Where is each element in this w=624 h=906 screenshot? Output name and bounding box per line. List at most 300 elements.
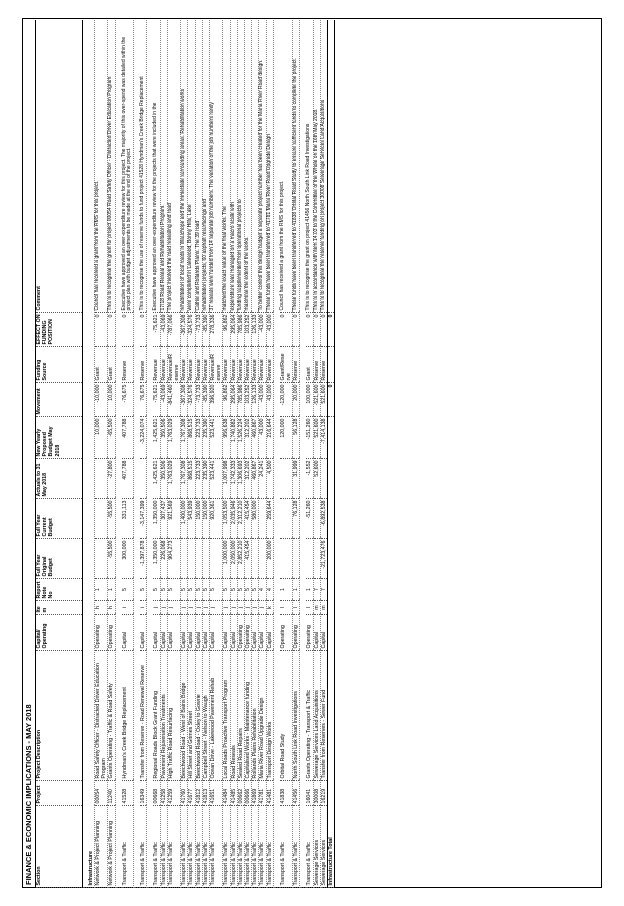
cell-section: Transport & Traffic (195, 806, 202, 888)
cell-funding: Revenue (202, 347, 209, 383)
cell-fy-current: 2,035,946 (230, 499, 237, 539)
cell-comment: funding supplemented from operational projects to (237, 20, 244, 313)
cell-fy-original (195, 539, 202, 579)
cell-project: 41456 (293, 781, 300, 806)
cell-movement: 10,000 (108, 383, 115, 417)
cell-funding: Revenue (237, 347, 244, 383)
cell-fy-current: 920,361 (210, 499, 223, 539)
cell-item: j (181, 601, 188, 615)
cell-effect: 96,862 (223, 313, 230, 347)
cell-comment: This is to recognise the reserve funding on project 30008 Sewerage Services Land Acquisitions (320, 20, 327, 313)
cell-cap-op: Capital (230, 615, 237, 651)
cell-item: h (95, 601, 108, 615)
cell-note: 5 (181, 579, 188, 601)
table-row (122, 20, 134, 888)
cell-comment: This is in accordance with item 14.03 to the Committee of the Whole on the 16th May 2018. (313, 20, 320, 313)
cell-project: 41528 (122, 781, 134, 806)
cell-section: Transport & Traffic (140, 806, 147, 888)
cell-item: m (313, 601, 320, 615)
cell-description: Local Roads Proactive Transport Program (223, 651, 230, 781)
header-fy-original: Full Year Original Budget (36, 539, 83, 579)
cell-fy-current: 580,000 (252, 499, 259, 539)
cell-note: 5 (223, 579, 230, 601)
cell-description: Hyndman's Creek Bridge Replacement (122, 651, 134, 781)
table-row (153, 20, 160, 888)
cell-funding: Revenue (188, 347, 195, 383)
cell-description: Orbital Road Study (280, 651, 293, 781)
header-movement: Movement (36, 383, 83, 417)
cell-cap-op: Operating (95, 615, 108, 651)
cell-funding: Reserve (320, 347, 327, 383)
cell-movement: 20,000 (293, 383, 300, 417)
header-funding-source: Funding Source (36, 347, 83, 383)
cell-project: 00666 (245, 781, 252, 806)
cell-funding: Revenue (181, 347, 188, 383)
table-row (293, 20, 300, 888)
cell-comment: These funds have been transferred to 41838 Orbital Road Study to ensure sufficient funds to complete the project. (293, 20, 300, 313)
cell-note: 7 (320, 579, 327, 601)
cell-actuals: 1,767,308 (181, 459, 188, 499)
cell-note: 4 (266, 579, 273, 601)
cell-description: Road Reseals (230, 651, 237, 781)
cell-funding: Reserve (140, 347, 147, 383)
cell-effect: 0 (140, 313, 147, 347)
cell-item: j (202, 601, 209, 615)
cell-funding: Revenue (252, 347, 259, 383)
cell-comment: To better control this design budget a separate project number has been created for the Maria River Road design. (259, 20, 266, 313)
cell-description: Beechwood Road - West of Bains Bridge (181, 651, 188, 781)
cell-fy-original: 200,000 (266, 539, 273, 579)
cell-movement: 126,133 (252, 383, 259, 417)
cell-description: Transfer from Reserve - Road Renewal Reserve (140, 651, 147, 781)
cell-description: Pavement Rejuvenation Treatments (160, 651, 167, 781)
cell-effect: -43,069 (160, 313, 167, 347)
table-row (195, 20, 202, 888)
cell-movement: 43,000 (266, 383, 273, 417)
cell-movement: -73,733 (195, 383, 202, 417)
cell-cap-op: Capital (167, 615, 180, 651)
cell-note: 5 (195, 579, 202, 601)
cell-effect: 0 (108, 313, 115, 347)
cell-fy-current (95, 499, 108, 539)
cell-section: Transport & Traffic (160, 806, 167, 888)
header-description: Project Description (36, 651, 83, 781)
cell-item: k (266, 601, 273, 615)
cell-description: Rollands Plains Rehabilitation (252, 651, 259, 781)
table-row (160, 20, 167, 888)
cell-fy-current: 76,128 (293, 499, 300, 539)
cell-cap-op: Capital (259, 615, 266, 651)
cell-new-yearly: 460,867 (252, 417, 259, 459)
cell-cap-op: Capital (313, 615, 320, 651)
cell-note: 5 (210, 579, 223, 601)
cell-new-yearly: 1,526,224 (237, 417, 244, 459)
cell-actuals: 312,202 (245, 459, 252, 499)
cell-note: 7 (313, 579, 320, 601)
header-comment: Comment (36, 20, 83, 313)
header-capital-operating: Capital/ Operating (36, 615, 83, 651)
cell-fy-original (293, 539, 300, 579)
cell-project: 00668 (153, 781, 160, 806)
cell-description: Sealed Road Repairs (237, 651, 244, 781)
table-row (320, 20, 327, 888)
cell-funding: Grant (95, 347, 108, 383)
cell-section: Transport & Traffic (167, 806, 180, 888)
cell-comment: These funds have been transferred to 41781 Maria River Road Upgrade Design (266, 20, 273, 313)
cell-actuals: 460,867 (252, 459, 259, 499)
cell-project: 41651 (210, 781, 223, 806)
header-fy-current: Full Year Current Budget (36, 499, 83, 539)
cell-fy-current: 307,437 (160, 499, 167, 539)
cell-project: 41481 (266, 781, 273, 806)
cell-note: 5 (230, 579, 237, 601)
cell-cap-op: Operating (108, 615, 115, 651)
document-title: FINANCE & ECONOMIC IMPLICATIONS - MAY 2018 (24, 704, 33, 885)
cell-note: 5 (122, 579, 134, 601)
cell-project: 41781 (259, 781, 266, 806)
cell-effect: 0 (320, 313, 327, 347)
cell-movement: 295,064 (230, 383, 237, 417)
cell-movement: -85,390 (202, 383, 209, 417)
cell-fy-original: 226,068 (160, 539, 167, 579)
cell-note: 5 (237, 579, 244, 601)
cell-section: Transport & Traffic (202, 806, 209, 888)
cell-section: Transport & Traffic (210, 806, 223, 888)
cell-fy-original: 415,454 (245, 539, 252, 579)
cell-actuals: 31,999 (293, 459, 300, 499)
cell-comment: Executive have approved an over-expenditure review for this project. The majority of this over-spend was detailed within the project plan with budget adjustments to be made at the end of the project. (122, 20, 134, 313)
cell-movement: 96,862 (223, 383, 230, 417)
cell-note: 5 (153, 579, 160, 601)
cell-comment: 17/18 Road Reseal and Rehabilitation Program. (160, 20, 167, 313)
cell-comment: This is to recognise the use of reserve funds to fund project 41528 Hyndman's Creek Bridge Replacement (140, 20, 147, 313)
cell-fy-original: -55,500 (108, 539, 115, 579)
cell-project: 41259 (167, 781, 180, 806)
cell-description: Capitalised Works - Maintenance funding (245, 651, 252, 781)
cell-fy-current: 415,454 (245, 499, 252, 539)
cell-effect: 0 (280, 313, 293, 347)
cell-section: Transport & Traffic (280, 806, 293, 888)
cell-effect: 278,336 (210, 313, 223, 347)
cell-movement: 76,675 (140, 383, 147, 417)
cell-cap-op: Operating (293, 615, 300, 651)
cell-funding: Revenue (266, 347, 273, 383)
total-movement: 0 (328, 383, 335, 417)
cell-effect: -75,621 (153, 313, 160, 347)
cell-comment: 37 reseals were funded from 14 separate job numbers. The variation of the job numbers rarely (210, 20, 223, 313)
cell-cap-op: Capital (223, 615, 230, 651)
cell-comment: Cathie and Rollands Plains. The 39 road (195, 20, 202, 313)
table-row (188, 20, 195, 888)
cell-fy-original (202, 539, 209, 579)
cell-description: Grants Operating - Traffic & Road Safety (108, 651, 115, 781)
cell-project: 41760 (181, 781, 188, 806)
cell-fy-original: 1,000,000 (223, 539, 230, 579)
cell-actuals: -27,800 (108, 459, 115, 499)
table-row (230, 20, 237, 888)
cell-new-yearly: 1,763,029 (167, 417, 180, 459)
cell-actuals: 868,515 (188, 459, 195, 499)
cell-description: Transport Design Works (266, 651, 273, 781)
cell-effect: 0 (306, 313, 313, 347)
cell-item: j (245, 601, 252, 615)
cell-note: 5 (188, 579, 195, 601)
cell-project: 41258 (160, 781, 167, 806)
cell-funding: Revenue (245, 347, 252, 383)
cell-movement: 396,920 (210, 383, 223, 417)
cell-movement: -76,675 (122, 383, 134, 417)
table-row (223, 20, 230, 888)
header-item: Item (36, 601, 83, 615)
cell-fy-original: 2,050,000 (230, 539, 237, 579)
cell-item: j (237, 601, 244, 615)
cell-actuals: -1,552 (306, 459, 313, 499)
cell-note: 1 (108, 579, 115, 601)
cell-actuals (95, 459, 108, 499)
cell-new-yearly: 235,390 (202, 417, 209, 459)
cell-description: Maria River Road Upgrade Design (259, 651, 266, 781)
header-report-note: Report Note No (36, 579, 83, 601)
cell-actuals: 407,788 (122, 459, 134, 499)
cell-fy-original: -21,723,476 (320, 539, 327, 579)
cell-funding: Revenue (153, 347, 160, 383)
cell-note: 5 (140, 579, 147, 601)
cell-fy-current: 150,000 (202, 499, 209, 539)
cell-actuals: 52,600 (313, 459, 320, 499)
rotated-document-page (22, 18, 602, 888)
cell-project: 41677 (188, 781, 195, 806)
cell-funding: Grant (306, 347, 313, 383)
cell-actuals: 1,007,998 (223, 459, 230, 499)
table-row (95, 20, 108, 888)
table-row (210, 20, 223, 888)
cell-cap-op: Capital (266, 615, 273, 651)
cell-section: Sewerage Services (313, 806, 320, 888)
cell-new-yearly: -151,260 (306, 417, 313, 459)
cell-cap-op: Operating (245, 615, 252, 651)
cell-funding: Reserve (293, 347, 300, 383)
total-label: Infrastructure Total (328, 417, 335, 888)
header-actuals: Actuals to 31 May 2018 (36, 459, 83, 499)
cell-description: Regional Roads Block Grant Funding (153, 651, 160, 781)
cell-section: Sewerage Services (320, 806, 327, 888)
cell-new-yearly: 956,638 (223, 417, 230, 459)
cell-note: 5 (252, 579, 259, 601)
cell-cap-op: Capital (122, 615, 134, 651)
cell-comment: Council has received a grant from the RMS for this project. (280, 20, 293, 313)
cell-effect: 0 (293, 313, 300, 347)
cell-movement: 103,252 (245, 383, 252, 417)
cell-fy-current: -3,147,399 (140, 499, 147, 539)
cell-comment: rehabilitation of local roads in Wauchope and the immediate surrounding areas. Rehabilitation works (181, 20, 188, 313)
cell-funding: Revenue (223, 347, 230, 383)
cell-new-yearly: 120,000 (280, 417, 293, 459)
total-effect: 0 (328, 313, 335, 347)
table-row (280, 20, 293, 888)
cell-actuals: 223,733 (195, 459, 202, 499)
cell-funding: Reserve (122, 347, 134, 383)
cell-note: 1 (293, 579, 300, 601)
header-effect: EFFECT ON FUNDING POSITION (36, 313, 83, 347)
cell-fy-original (188, 539, 195, 579)
cell-section: Transport & Traffic (188, 806, 195, 888)
cell-item: j (153, 601, 160, 615)
cell-effect: 126,133 (252, 313, 259, 347)
cell-effect: -324,576 (188, 313, 195, 347)
cell-project: 41812 (195, 781, 202, 806)
cell-fy-original (306, 539, 313, 579)
cell-effect: 103,252 (245, 313, 252, 347)
cell-project: 16041 (306, 781, 313, 806)
cell-section: Transport & Traffic (230, 806, 237, 888)
cell-movement: -10,000 (95, 383, 108, 417)
cell-comment: This is to recognise the grant on project 41456 North South Link Road Investigations (306, 20, 313, 313)
finance-table (35, 20, 335, 888)
cell-cap-op: Operating (237, 615, 244, 651)
cell-funding: Grant (108, 347, 115, 383)
cell-item: i (140, 601, 147, 615)
cell-new-yearly: 868,515 (188, 417, 195, 459)
cell-section: Transport & Traffic (306, 806, 313, 888)
cell-note: 1 (280, 579, 293, 601)
cell-comment: This is to recognise the grant for project 00054 Road Safety Officer - Distracted Driver Education Program (108, 20, 115, 313)
cell-fy-original (259, 539, 266, 579)
cell-project: 00054 (95, 781, 108, 806)
cell-fy-current: 1,053,500 (223, 499, 230, 539)
cell-item: j (230, 601, 237, 615)
cell-cap-op: Capital (153, 615, 160, 651)
cell-movement: -43,000 (259, 383, 266, 417)
cell-description: Hill Street and Grimes Street (188, 651, 195, 781)
cell-actuals: 1,425,621 (153, 459, 160, 499)
cell-movement: 100,000 (306, 383, 313, 417)
cell-fy-original: -1,397,878 (140, 539, 147, 579)
table-row (181, 20, 188, 888)
section-heading-row (83, 20, 95, 888)
cell-actuals: 24,241 (259, 459, 266, 499)
cell-comment: rehabilitation projects, 60 asphalt resurfacings and (202, 20, 209, 313)
cell-fy-current: 331,113 (122, 499, 134, 539)
cell-funding: Reserve (313, 347, 320, 383)
cell-description: North South Link Road Investigations (293, 651, 300, 781)
cell-cap-op: Capital (188, 615, 195, 651)
cell-new-yearly: 407,788 (122, 417, 134, 459)
cell-section: Transport & Traffic (237, 806, 244, 888)
cell-project: 41813 (202, 781, 209, 806)
cell-new-yearly: 1,767,308 (181, 417, 188, 459)
cell-new-yearly: 43,000 (259, 417, 266, 459)
cell-description: Campbell Street - Nelson to Waugh (202, 651, 209, 781)
cell-funding: Revenue (160, 347, 167, 383)
header-new-yearly: New Yearly Proposed Budget May 2018 (36, 417, 83, 459)
cell-item: j (167, 601, 180, 615)
cell-item: l (293, 601, 300, 615)
cell-description: Ocean Drive - Lakewood Pavement Rehab (210, 651, 223, 781)
cell-note: 1 (95, 579, 108, 601)
cell-fy-current: -51,260 (306, 499, 313, 539)
cell-funding: Revenue/R eserve (210, 347, 223, 383)
cell-fy-current: 2,312,210 (237, 499, 244, 539)
cell-comment: matched the exact value of the final works. The (223, 20, 230, 313)
cell-fy-current (259, 499, 266, 539)
cell-new-yearly: 216,644 (266, 417, 273, 459)
cell-cap-op: Capital (202, 615, 209, 651)
cell-project: 16349 (140, 781, 147, 806)
cell-cap-op: Operating (280, 615, 293, 651)
cell-new-yearly: -7,414,138 (320, 417, 327, 459)
cell-section: Transport & Traffic (266, 806, 273, 888)
cell-new-yearly: 10,000 (95, 417, 108, 459)
cell-movement: -43,069 (160, 383, 167, 417)
table-row (245, 20, 252, 888)
cell-item: h (108, 601, 115, 615)
cell-cap-op: Capital (210, 615, 223, 651)
cell-cap-op: Capital (195, 615, 202, 651)
cell-funding: Revenue (195, 347, 202, 383)
cell-actuals (280, 459, 293, 499)
cell-actuals (140, 459, 147, 499)
cell-comment: Executive have approved an over-expenditure review for the projects that were included in the (153, 20, 160, 313)
table-row (167, 20, 180, 888)
cell-fy-original: 904,273 (167, 539, 180, 579)
cell-section: Transport & Traffic (153, 806, 160, 888)
cell-new-yearly: 223,733 (195, 417, 202, 459)
cell-section: Transport & Traffic (223, 806, 230, 888)
cell-cap-op: Operating (306, 615, 313, 651)
cell-fy-current: 543,939 (188, 499, 195, 539)
cell-description: Sewerage Services Land Acquisitions (313, 651, 320, 781)
cell-movement: 785,986 (237, 383, 244, 417)
cell-description: Transfer from Reserves - Sewer Fund (320, 651, 327, 781)
cell-item: i (122, 601, 134, 615)
cell-fy-current: 921,569 (167, 499, 180, 539)
table-row (140, 20, 147, 888)
cell-comment: maximise the extent of the works. (245, 20, 252, 313)
cell-project: 41484 (223, 781, 230, 806)
cell-section: Network & Project Planning (95, 806, 108, 888)
cell-comment: The project involved the road resealing and road (167, 20, 180, 313)
header-section: Section (36, 806, 83, 888)
cell-note: 4 (259, 579, 266, 601)
cell-new-yearly: 312,202 (245, 417, 252, 459)
cell-comment: were completed in Lakewood, Bonny Hills, Lake (188, 20, 195, 313)
cell-fy-current: 150,000 (195, 499, 202, 539)
cell-fy-original (252, 539, 259, 579)
cell-new-yearly: -3,224,074 (140, 417, 147, 459)
total-blank-comment (328, 20, 335, 313)
table-header-row (36, 20, 83, 888)
cell-section: Transport & Traffic (245, 806, 252, 888)
cell-movement: -841,460 (167, 383, 180, 417)
cell-new-yearly: 350,506 (160, 417, 167, 459)
cell-fy-original: 300,000 (122, 539, 134, 579)
cell-section: Transport & Traffic (259, 806, 266, 888)
cell-movement: 521,600 (320, 383, 327, 417)
cell-effect: -43,000 (259, 313, 266, 347)
cell-effect: -85,390 (202, 313, 209, 347)
cell-fy-current: -6,892,538 (320, 499, 327, 539)
cell-effect: 0 (313, 313, 320, 347)
cell-new-yearly: 1,425,621 (153, 417, 160, 459)
cell-effect: 0 (122, 313, 134, 347)
cell-funding: Revenue/R eserve (167, 347, 180, 383)
cell-item: l (306, 601, 313, 615)
cell-comment: Council has received a grant from the RMS for this project. (95, 20, 108, 313)
cell-note: 5 (160, 579, 167, 601)
cell-actuals: 1,763,029 (167, 459, 180, 499)
cell-movement: -324,576 (188, 383, 195, 417)
cell-fy-current: 1,350,000 (153, 499, 160, 539)
